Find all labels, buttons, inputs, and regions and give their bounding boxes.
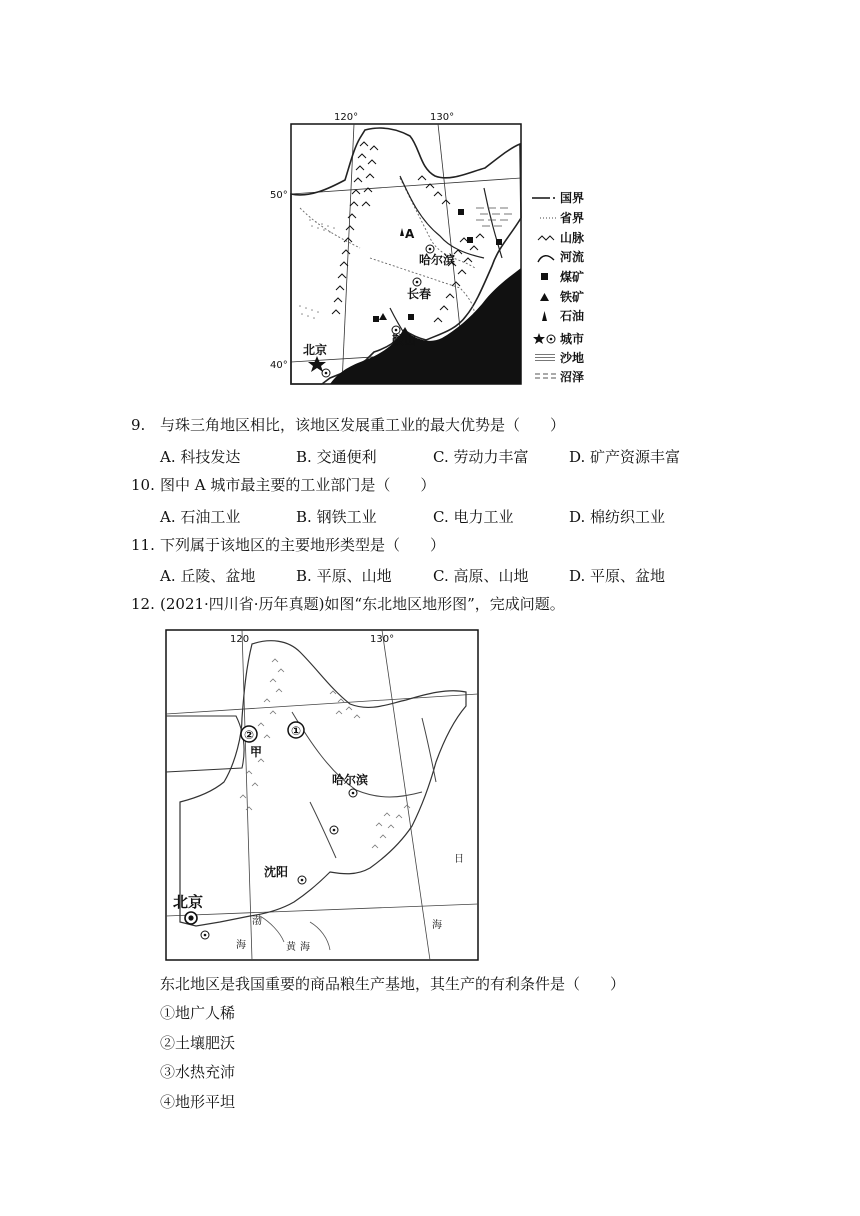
northeast-resource-map <box>270 108 600 390</box>
coal-mine-icon <box>408 314 414 320</box>
huanghai-sea-label: 海 <box>300 942 310 953</box>
marker-2-label: ② <box>244 728 255 742</box>
legend-label: 城市 <box>560 332 585 346</box>
harbin-label: 哈尔滨 <box>419 253 456 267</box>
city-a-label: A <box>405 227 415 241</box>
question-10-option-d[interactable] <box>569 506 665 527</box>
legend-label: 沙地 <box>560 351 585 365</box>
mountain-icon <box>538 236 554 240</box>
legend-label: 沼泽 <box>560 370 585 384</box>
oil-icon <box>542 311 547 321</box>
japan-sea-hai-label: 海 <box>432 920 442 931</box>
option-letter: C. <box>433 508 449 526</box>
question-10-number: 10. <box>131 476 155 494</box>
option-text: 电力工业 <box>453 508 514 526</box>
q12-item-4[interactable]: ④地形平坦 <box>160 1093 236 1111</box>
q12-item-1[interactable]: ①地广人稀 <box>160 1004 236 1022</box>
question-10-option-b[interactable] <box>296 506 377 527</box>
shenyang-city-icon <box>298 876 306 884</box>
option-letter: A. <box>160 508 176 526</box>
harbin-city-icon <box>349 789 357 797</box>
option-text: 高原、山地 <box>453 567 529 585</box>
question-11-number: 11. <box>131 536 155 554</box>
bohai-label: 渤 <box>252 916 262 927</box>
lon-120-label: 120° <box>334 112 359 123</box>
option-letter: C. <box>433 448 449 466</box>
changchun-city-icon <box>330 826 338 834</box>
coal-mine-icon <box>373 316 379 322</box>
northeast-terrain-map <box>160 622 485 964</box>
changchun-city-icon <box>413 278 421 286</box>
lon-130-label: 130° <box>430 112 455 123</box>
huanghai-label: 黄 <box>286 942 296 953</box>
question-11-text: 下列属于该地区的主要地形类型是（ ） <box>160 536 446 554</box>
tianjin-city-icon <box>201 931 209 939</box>
iron-mine-icon <box>540 293 549 301</box>
option-letter: B. <box>296 448 312 466</box>
coal-mine-icon <box>458 209 464 215</box>
map-legend <box>532 190 585 384</box>
option-letter: D. <box>569 448 586 466</box>
harbin-label: 哈尔滨 <box>332 773 369 787</box>
harbin-city-icon <box>426 245 434 253</box>
question-9-option-b[interactable] <box>296 446 377 467</box>
bohai-sea-label: 海 <box>236 940 246 951</box>
legend-label: 石油 <box>560 309 585 323</box>
question-11-option-c[interactable] <box>433 565 529 586</box>
question-9-option-d[interactable] <box>569 446 680 467</box>
question-9-option-a[interactable] <box>160 446 240 467</box>
changchun-label: 长春 <box>407 287 432 301</box>
question-12-number: 12. <box>131 595 155 613</box>
question-12-stem: 东北地区是我国重要的商品粮生产基地，其生产的有利条件是（ ） <box>160 975 626 993</box>
option-text: 平原、盆地 <box>590 567 666 585</box>
question-11-option-a[interactable] <box>160 565 255 586</box>
beijing-label: 北京 <box>173 893 204 911</box>
option-letter: D. <box>569 567 586 585</box>
option-text: 劳动力丰富 <box>453 448 529 466</box>
question-9-number: 9. <box>131 416 146 434</box>
option-text: 丘陵、盆地 <box>180 567 256 585</box>
coal-mine-icon <box>467 237 473 243</box>
option-letter: C. <box>433 567 449 585</box>
coal-mine-icon <box>541 273 548 280</box>
option-text: 平原、山地 <box>316 567 392 585</box>
river-icon <box>538 256 554 262</box>
marker-1-label: ① <box>291 724 302 738</box>
option-letter: B. <box>296 508 312 526</box>
option-letter: B. <box>296 567 312 585</box>
map-frame <box>166 630 478 960</box>
question-9-option-c[interactable] <box>433 446 529 467</box>
beijing-city-icon <box>185 912 197 924</box>
option-text: 钢铁工业 <box>316 508 377 526</box>
option-letter: A. <box>160 567 176 585</box>
q12-item-2[interactable]: ②土壤肥沃 <box>160 1034 236 1052</box>
japan-sea-label: 日 <box>454 854 464 865</box>
option-text: 棉纺织工业 <box>590 508 666 526</box>
beijing-label: 北京 <box>303 343 328 357</box>
question-9-text: 与珠三角地区相比，该地区发展重工业的最大优势是（ ） <box>160 416 566 434</box>
dalian-city-icon <box>322 369 330 377</box>
lat-50-label: 50° <box>270 190 288 201</box>
question-11-option-d[interactable] <box>569 565 665 586</box>
option-letter: D. <box>569 508 586 526</box>
legend-label: 国界 <box>560 191 585 205</box>
option-letter: A. <box>160 448 176 466</box>
option-text: 科技发达 <box>180 448 241 466</box>
question-12-text: (2021·四川省·历年真题)如图“东北地区地形图”，完成问题。 <box>160 595 565 613</box>
option-text: 交通便利 <box>316 448 377 466</box>
jia-label: 甲 <box>250 745 263 759</box>
legend-label: 河流 <box>560 250 585 264</box>
option-text: 矿产资源丰富 <box>590 448 681 466</box>
star-icon <box>533 333 545 344</box>
lat-40-label: 40° <box>270 360 288 371</box>
shenyang-label: 沈阳 <box>264 865 289 879</box>
coal-mine-icon <box>496 239 502 245</box>
question-10-text: 图中 A 城市最主要的工业部门是（ ） <box>160 476 436 494</box>
question-10-option-a[interactable] <box>160 506 240 527</box>
lon-130-label: 130° <box>370 634 395 645</box>
question-11-option-b[interactable] <box>296 565 392 586</box>
lon-120-label: 120 <box>230 634 250 645</box>
option-text: 石油工业 <box>180 508 241 526</box>
legend-label: 省界 <box>560 211 585 225</box>
legend-label: 山脉 <box>560 231 585 245</box>
question-10-option-c[interactable] <box>433 506 514 527</box>
sand-icon <box>535 354 555 361</box>
q12-item-3[interactable]: ③水热充沛 <box>160 1063 236 1081</box>
swamp-icon <box>535 374 556 378</box>
anshan-label: 鞍山 <box>392 333 417 347</box>
legend-label: 铁矿 <box>560 290 585 304</box>
legend-label: 煤矿 <box>560 270 585 284</box>
